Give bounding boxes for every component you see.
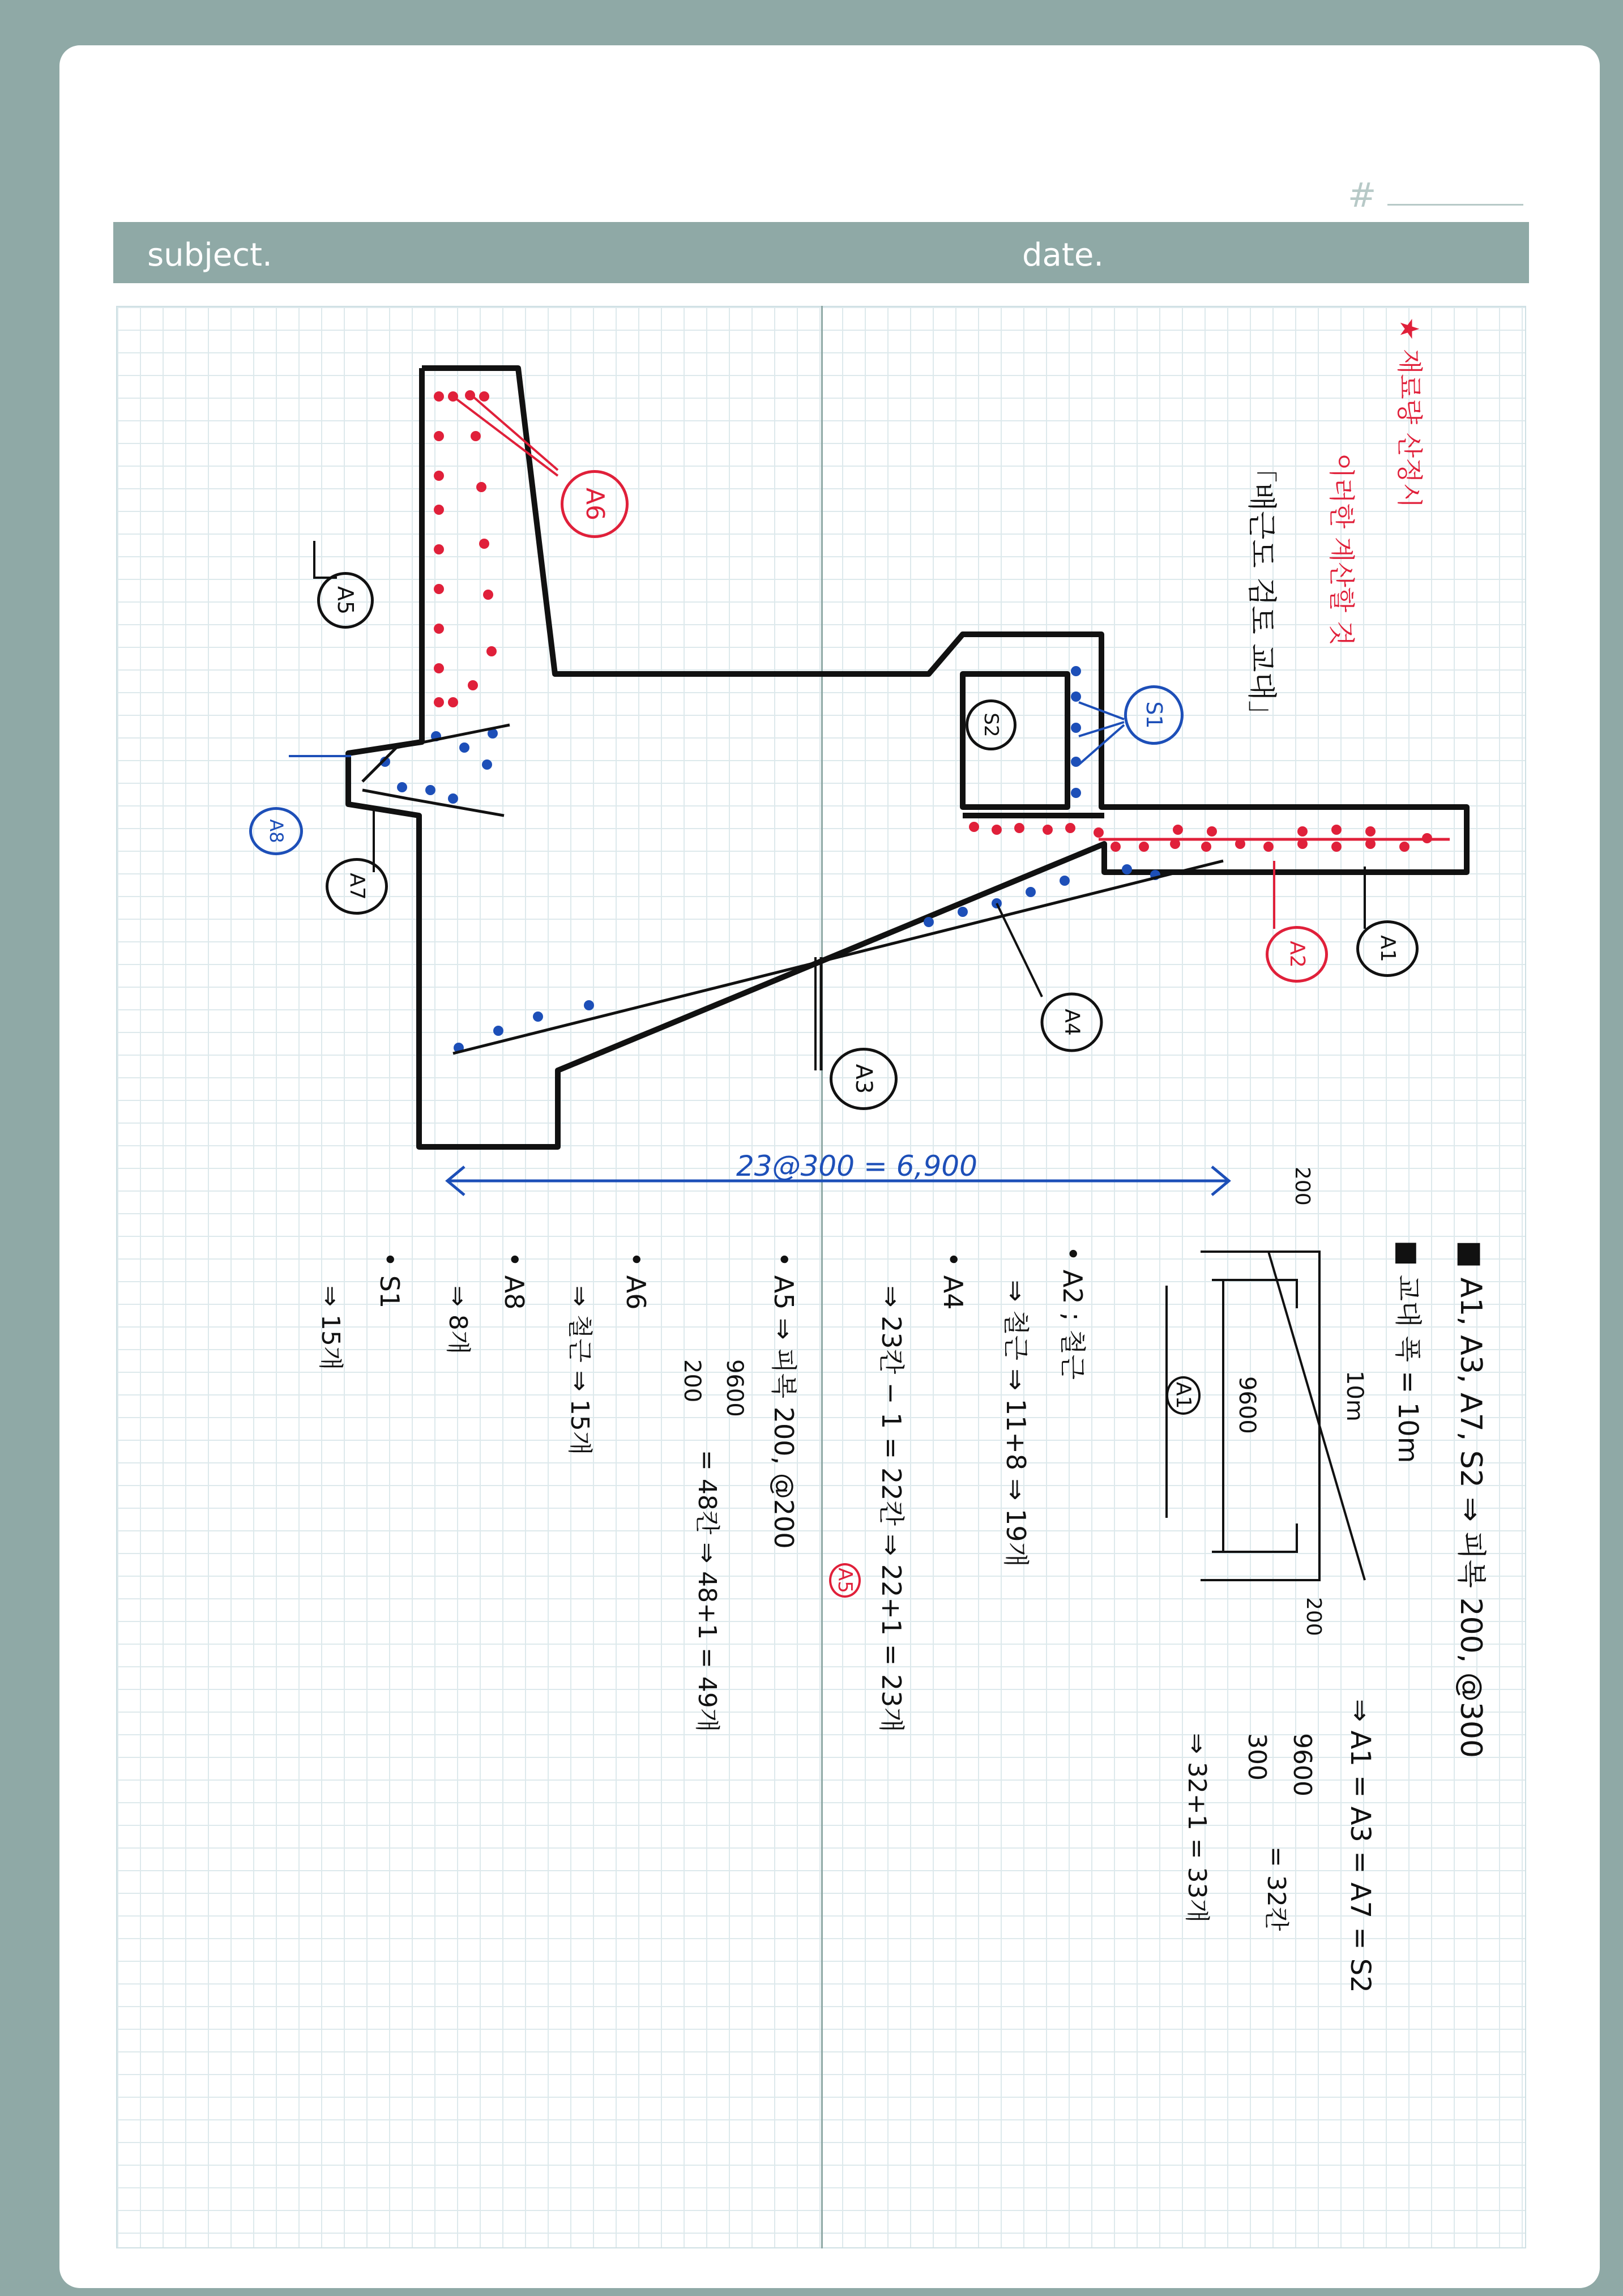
note-line1: ★ 재료량 산정시 [1394,317,1425,509]
detail-dim-9600: 9600 [1234,1376,1260,1434]
calc-line4: ⇒ 32+1 = 33개 [1182,1733,1211,1923]
calc-frac-num: 9600 [1288,1733,1317,1796]
calc-a4-title: • A4 [938,1252,968,1310]
dimension-text: 23@300 = 6,900 [736,1150,977,1183]
calc-line3: ⇒ A1 = A3 = A7 = S2 [1344,1699,1376,1993]
abutment-outline [348,368,1467,1147]
calc-a4-result: ⇒ 23칸 − 1 = 22칸 ⇒ 22+1 = 23개 [876,1286,907,1732]
calc-a5-title: • A5 ⇒ 피복 200, @200 [768,1252,799,1549]
red-rebar-slab [969,822,1432,852]
calc-line1: ■ A1, A3, A7, S2 ⇒ 피복 200, @300 [1454,1240,1488,1759]
page-title: 「배근도 검토 교대」 [1244,453,1278,730]
detail-dim-10m: 10m [1342,1371,1368,1422]
calc-line2: ■ 교대 폭 = 10m [1392,1240,1424,1463]
calc-s1-title: • S1 [374,1252,405,1309]
page-number-mark: # [1348,176,1377,215]
label-a5: A5 [317,572,374,629]
label-a6: A6 [561,470,629,538]
calc-a8-title: • A8 [499,1252,529,1310]
detail-dim-200a: 200 [1291,1167,1314,1206]
label-s1: S1 [1124,685,1184,745]
detail-sketch [1167,1252,1365,1580]
calc-a5-result: = 48칸 ⇒ 48+1 = 49개 [693,1450,721,1732]
leader-lines [289,396,1365,997]
detail-dim-200b: 200 [1302,1597,1325,1636]
label-s2: S2 [966,699,1016,750]
calc-s1-result: ⇒ 15개 [316,1286,345,1371]
label-a1: A1 [1356,920,1419,977]
red-rebar-stem [434,390,497,707]
label-a2: A2 [1266,926,1328,983]
calc-a6-result: ⇒ 철근 ⇒ 15개 [565,1286,594,1456]
detail-dim-a1: A1 [1166,1376,1201,1415]
note-line2: 이러한 계산할 것 [1326,453,1357,646]
calc-a4-note: A5 [829,1563,861,1598]
label-a4: A4 [1041,993,1103,1052]
date-label: date. [1022,237,1104,274]
calc-a5-frac-den: 200 [679,1359,705,1403]
label-a7: A7 [326,858,388,915]
calc-a6-title: • A6 [621,1252,651,1310]
calc-a8-result: ⇒ 8개 [443,1286,472,1355]
label-a3: A3 [830,1048,898,1110]
blue-rebar-dots [380,666,1160,1053]
label-a8: A8 [249,807,303,855]
calc-a2-title: • A2 ; 철근 [1057,1246,1088,1380]
calc-frac-result: = 32칸 [1262,1846,1291,1931]
subject-label: subject. [147,237,272,274]
calc-a5-frac-num: 9600 [721,1359,748,1417]
calc-frac-den: 300 [1242,1733,1271,1781]
calc-a2-result: ⇒ 철근 ⇒ 11+8 ⇒ 19개 [1001,1280,1031,1567]
